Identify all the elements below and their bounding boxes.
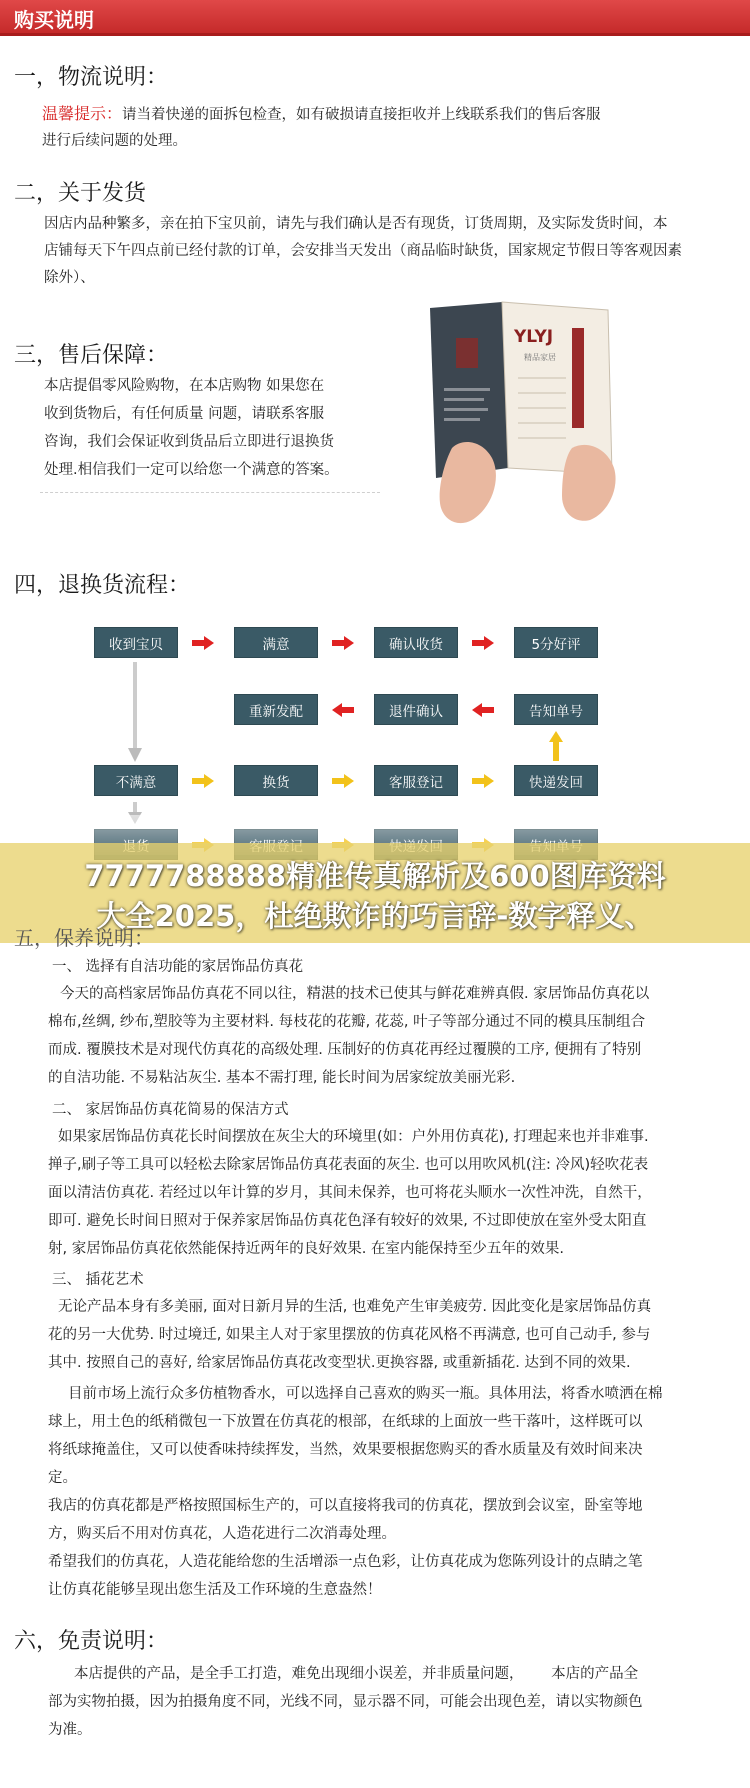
flow-box-notify-number-1: 告知单号 xyxy=(514,694,598,725)
aftersale-line-4: 处理.相信我们一定可以给您一个满意的答案。 xyxy=(44,462,339,478)
aftersale-line-2: 收到货物后，有任何质量 问题，请联系客服 xyxy=(44,406,325,422)
disclaimer-line-3: 为准。 xyxy=(48,1722,92,1738)
section-disclaimer-title: 六，免责说明： xyxy=(14,1629,169,1654)
arrow-up-icon xyxy=(549,731,563,761)
shipping-line-2: 店铺每天下午四点前已经付款的订单，会安排当天发出（商品临时缺货，国家规定节假日等客观因素 xyxy=(44,243,682,259)
care-p2-line-4: 即可. 避免长时间日照对于保养家居饰品仿真花色泽有较好的效果, 不过即使放在室外受太阳直 xyxy=(48,1213,647,1229)
banner-line-1: 7777788888精准传真解析及600图库资料 xyxy=(84,859,666,893)
care-p5-line-4: 让仿真花能够呈现出您生活及工作环境的生意盎然！ xyxy=(48,1582,382,1598)
arrow-down-icon xyxy=(128,662,142,762)
flow-box-receive: 收到宝贝 xyxy=(94,627,178,658)
section-aftersale-title: 三，售后保障： xyxy=(14,343,169,368)
arrow-right-icon xyxy=(472,636,494,650)
care-p4-line-3: 将纸球掩盖住，又可以使香味持续挥发，当然，效果要根据您购买的香水质量及有效时间来决 xyxy=(48,1442,643,1458)
logistics-notice xyxy=(42,100,601,129)
arrow-right-icon xyxy=(192,774,214,788)
care-p3-line-3: 其中. 按照自己的喜好, 给家居饰品仿真花改变型状.更换容器, 或重新插花. 达到不同的效果. xyxy=(48,1355,631,1371)
care-p4-line-2: 球上，用土色的纸稍微包一下放置在仿真花的根部，在纸球的上面放一些干落叶，这样既可以 xyxy=(48,1414,643,1430)
warm-tip-label: 温馨提示： xyxy=(42,104,123,123)
care-p1-line-2: 棉布,丝绸, 纱布,塑胶等为主要材料. 每枝花的花瓣, 花蕊, 叶子等部分通过不同的模具压制组合 xyxy=(48,1014,646,1030)
flow-box-return-confirm: 退件确认 xyxy=(374,694,458,725)
care-p4-line-1: 目前市场上流行众多仿植物香水，可以选择自己喜欢的购买一瓶。具体用法，将香水喷洒在棉 xyxy=(68,1386,663,1402)
divider xyxy=(40,492,380,493)
care-sub-3: 三、 插花艺术 xyxy=(52,1272,144,1288)
arrow-left-icon xyxy=(332,703,354,717)
aftersale-line-1: 本店提倡零风险购物，在本店购物 如果您在 xyxy=(44,378,325,394)
warm-tip-text: 请当着快递的面拆包检查，如有破损请直接拒收并上线联系我们的售后客服 xyxy=(122,107,601,123)
arrow-left-icon xyxy=(472,703,494,717)
care-p2-line-5: 射, 家居饰品仿真花依然能保持近两年的良好效果. 在室内能保持至少五年的效果. xyxy=(48,1241,565,1257)
logistics-notice-line2: 进行后续问题的处理。 xyxy=(42,133,187,149)
flow-box-unsatisfied: 不满意 xyxy=(94,765,178,796)
arrow-right-icon xyxy=(332,774,354,788)
arrow-right-icon xyxy=(192,636,214,650)
shipping-line-3: 除外）、 xyxy=(44,270,95,286)
aftersale-line-3: 咨询，我们会保证收到货品后立即进行退换货 xyxy=(44,434,334,450)
flow-box-satisfied: 满意 xyxy=(234,627,318,658)
flow-box-confirm-receipt: 确认收货 xyxy=(374,627,458,658)
section-return-flow-title: 四，退换货流程： xyxy=(14,573,191,598)
section-care-title: 五，保养说明： xyxy=(14,926,154,950)
header-bar xyxy=(0,0,750,36)
care-sub-2: 二、 家居饰品仿真花简易的保洁方式 xyxy=(52,1102,289,1118)
disclaimer-line-2: 部为实物拍摄，因为拍摄角度不同，光线不同，显示器不同，可能会出现色差，请以实物颜色 xyxy=(48,1694,643,1710)
section-logistics-title: 一，物流说明： xyxy=(14,65,169,90)
arrow-right-icon xyxy=(332,636,354,650)
care-p3-line-2: 花的另一大优势. 时过境迁, 如果主人对于家里摆放的仿真花风格不再满意, 也可自己动手, 参与 xyxy=(48,1327,651,1343)
care-p5-line-1: 我店的仿真花都是严格按照国标生产的，可以直接将我司的仿真花，摆放到会议室，卧室等地 xyxy=(48,1498,643,1514)
care-p3-line-1: 无论产品本身有多美丽, 面对日新月异的生活, 也难免产生审美疲劳. 因此变化是家居饰品仿真 xyxy=(58,1299,652,1315)
care-p5-line-3: 希望我们的仿真花，人造花能给您的生活增添一点色彩，让仿真花成为您陈列设计的点睛之笔 xyxy=(48,1554,643,1570)
care-p1-line-4: 的自洁功能. 不易粘沾灰尘. 基本不需打理, 能长时间为居家绽放美丽光彩. xyxy=(48,1070,516,1086)
flow-box-5star-review: 5分好评 xyxy=(514,627,598,658)
care-p2-line-1: 如果家居饰品仿真花长时间摆放在灰尘大的环境里(如：户外用仿真花), 打理起来也并非难事. xyxy=(58,1129,649,1145)
care-p4-line-4: 定。 xyxy=(48,1470,77,1486)
care-p1-line-1: 今天的高档家居饰品仿真花不同以往，精湛的技术已使其与鲜花难辨真假. 家居饰品仿真花以 xyxy=(60,986,650,1002)
care-p2-line-3: 面以清洁仿真花. 若经过以年计算的岁月，其间未保养，也可将花头顺水一次性冲洗，自然干， xyxy=(48,1185,652,1201)
flow-box-cs-register-1: 客服登记 xyxy=(374,765,458,796)
banner-line-2: 大全2025，杜绝欺诈的巧言辞-数字释义、 xyxy=(96,899,654,933)
shipping-line-1: 因店内品种繁多，亲在拍下宝贝前，请先与我们确认是否有现货，订货周期，及实际发货时间，本 xyxy=(44,216,668,232)
header-title: 购买说明 xyxy=(14,8,94,32)
flow-box-express-return-1: 快递发回 xyxy=(514,765,598,796)
section-shipping-title: 二，关于发货 xyxy=(14,181,147,206)
flow-box-resend: 重新发配 xyxy=(234,694,318,725)
flow-box-exchange: 换货 xyxy=(234,765,318,796)
brochure-in-hands-image xyxy=(422,298,640,526)
arrow-right-icon xyxy=(472,774,494,788)
care-p1-line-3: 而成. 覆膜技术是对现代仿真花的高级处理. 压制好的仿真花再经过覆膜的工序, 便拥有了特别 xyxy=(48,1042,642,1058)
disclaimer-line-1: 本店提供的产品，是全手工打造，难免出现细小误差，并非质量问题， 本店的产品全 xyxy=(74,1666,639,1682)
brochure-logo-text: YLYJ xyxy=(514,327,554,347)
care-p5-line-2: 方，购买后不用对仿真花，人造花进行二次消毒处理。 xyxy=(48,1526,396,1542)
brochure-sub-text: 精品家居 xyxy=(524,353,556,362)
care-sub-1: 一、 选择有自洁功能的家居饰品仿真花 xyxy=(52,959,304,975)
care-p2-line-2: 掸子,刷子等工具可以轻松去除家居饰品仿真花表面的灰尘. 也可以用吹风机(注: 冷风)轻吹花表 xyxy=(48,1157,649,1173)
